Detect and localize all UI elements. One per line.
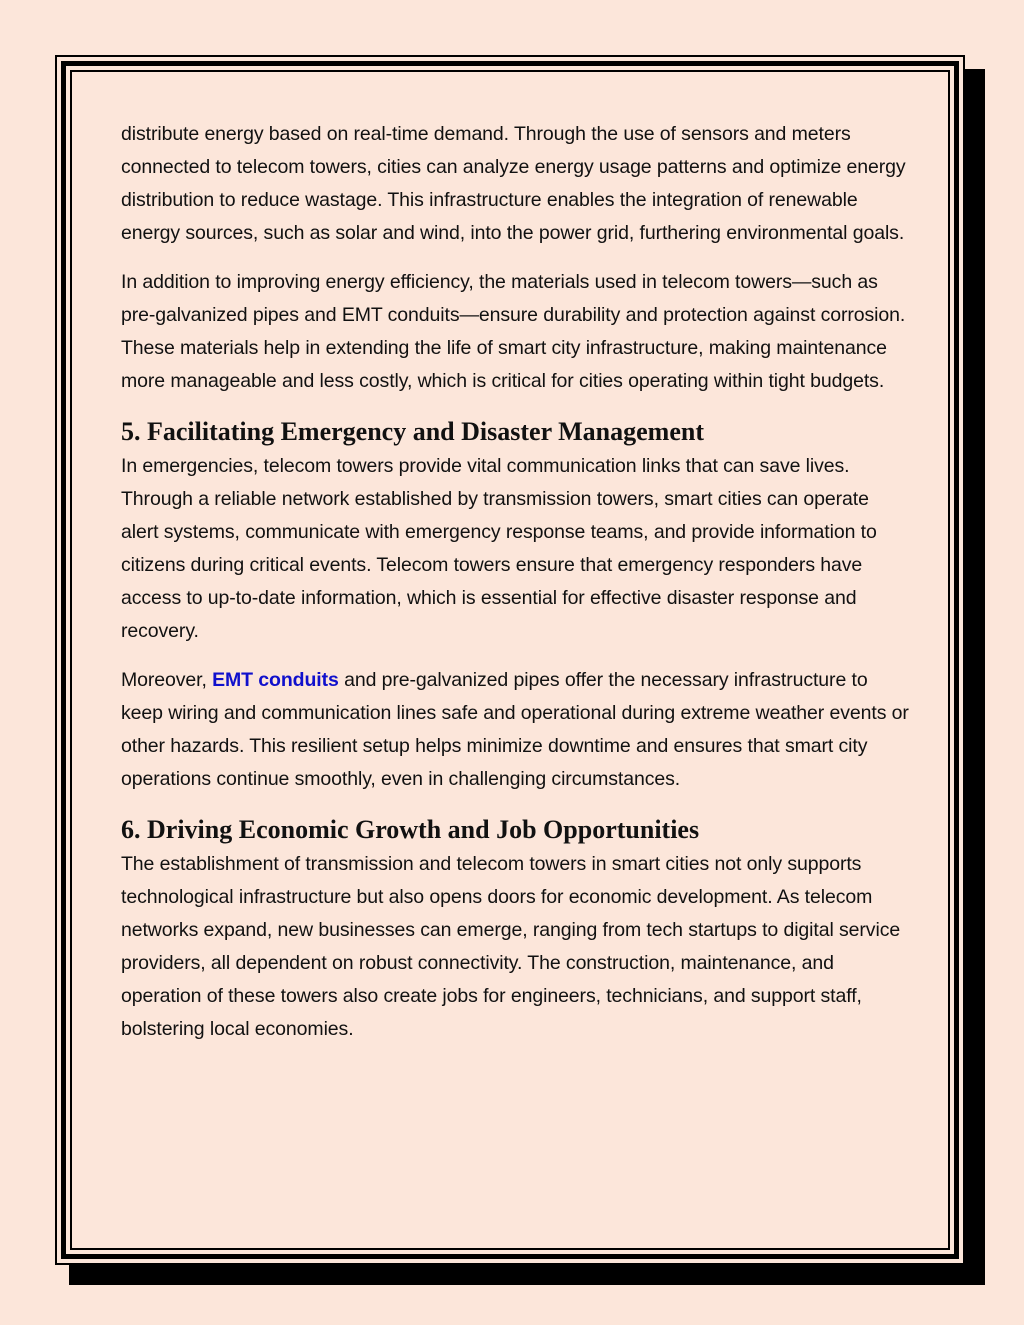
document-body [121,118,911,1062]
paragraph-energy-distribution: distribute energy based on real-time demand. Through the use of sensors and meters connected to telecom towers, cities can analyze energy usage patterns and optimize energy distribution to reduce wastage. This infrastructure enables the integration of renewable energy sources, such as solar and wind, into the power grid, furthering environmental goals. [121,123,906,244]
paragraph-emt-conduits [121,664,911,796]
paragraph-emergency-communication: In emergencies, telecom towers provide vital communication links that can save lives. Through a reliable network established by transmission towers, smart cities can operate alert systems, communicate with emergency response teams, and provide information to citizens during critical events. Telecom towers ensure that emergency responders have access to up-to-date information, which is essential for effective disaster response and recovery. [121,455,877,642]
paragraph-rest-text: and pre-galvanized pipes offer the necessary infrastructure to keep wiring and communication lines safe and operational during extreme weather events or other hazards. This resilient setup helps minimize downtime and ensures that smart city operations continue smoothly, even in challenging circumstances. [121,669,909,790]
paragraph-economic-development: The establishment of transmission and telecom towers in smart cities not only supports technological infrastructure but also opens doors for economic development. As telecom networks expand, new businesses can emerge, ranging from tech startups to digital service providers, all dependent on robust connectivity. The construction, maintenance, and operation of these towers also create jobs for engineers, technicians, and support staff, bolstering local economies. [121,853,901,1040]
paragraph-lead-text: Moreover, [121,669,213,691]
paragraph-materials-durability: In addition to improving energy efficiency, the materials used in telecom towers—such as pre-galvanized pipes and EMT conduits—ensure durability and protection against corrosion. These materials help in extending the life of smart city infrastructure, making maintenance more manageable and less costly, which is critical for cities operating within tight budgets. [121,271,906,392]
section-heading-economic-growth: 6. Driving Economic Growth and Job Opportunities [121,815,700,844]
section-heading-emergency: 5. Facilitating Emergency and Disaster Management [121,417,704,446]
emt-conduits-link[interactable]: EMT conduits [212,669,339,691]
